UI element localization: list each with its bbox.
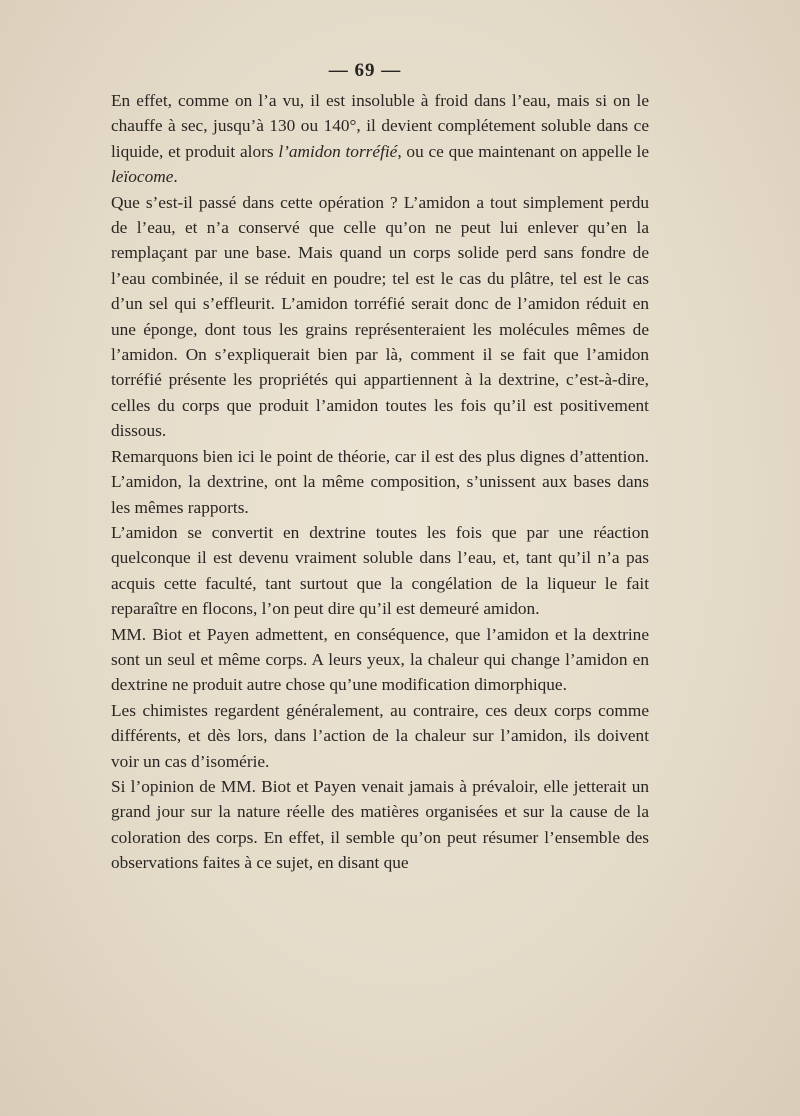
paragraph: [111, 444, 649, 520]
paragraph: [111, 698, 649, 774]
paragraph-text: Si l’opinion de MM. Biot et Payen venait jamais à prévaloir, elle jetterait un grand jour sur la nature réelle des matières organisées et sur la cause de la coloration des corps. En effet, il semble qu’on peut résumer l’ensemble des observations faites à ce sujet, en disant que: [111, 776, 649, 873]
paragraph-text: Les chimistes regardent généralement, au contraire, ces deux corps comme différents, et dès lors, dans l’action de la chaleur sur l’amidon, ils doivent voir un cas d’isomérie.: [111, 700, 649, 771]
paragraph: [111, 774, 649, 876]
paragraph: [111, 622, 649, 698]
paragraph-text: Que s’est-il passé dans cette opération ? L’amidon a tout simplement perdu de l’eau, et n’a conservé que celle qu’on ne peut lui enlever qu’en la remplaçant par une base. Mais quand un corps solide perd sans fondre de l’eau combinée, il se réduit en poudre; tel est le cas du plâtre, tel est le cas d’un sel qui s’effleurit. L’amidon torréfié serait donc de l’amidon réduit en une éponge, dont tous les grains représenteraient les molécules mêmes de l’amidon. On s’expliquerait bien par là, comment il se fait que l’amidon torréfié présente les propriétés qui appartiennent à la dextrine, c’est-à-dire, celles du corps que produit l’amidon toutes les fois qu’il est positivement dissous.: [111, 192, 649, 441]
page-number: — 69 —: [328, 60, 402, 81]
paragraph-text: Remarquons bien ici le point de théorie, car il est des plus dignes d’attention. L’amidon, la dextrine, ont la même composition, s’unissent aux bases dans les mêmes rapports.: [111, 446, 649, 517]
paragraph: [111, 520, 649, 622]
paragraph-text: , ou ce que maintenant on appelle le: [397, 141, 649, 161]
italic-term: leïocome: [111, 167, 174, 187]
italic-term: l’amidon torréfié: [278, 141, 398, 161]
paragraph-text: L’amidon se convertit en dextrine toutes les fois que par une réaction quelconque il est devenu vraiment soluble dans l’eau, et, tant qu’il n’a pas acquis cette faculté, tant surtout que la congélation de la liqueur le fait reparaître en flocons, l’on peut dire qu’il est demeuré amidon.: [111, 522, 649, 619]
paragraph-text: .: [173, 167, 178, 187]
paragraph: [111, 88, 649, 190]
body-text: [111, 88, 649, 876]
paragraph: [111, 190, 649, 444]
paragraph-text: En effet, comme on l’a vu, il est insoluble à froid dans l’eau, mais si on le chauffe à sec, jusqu’à 130 ou 140°, il devient complétement soluble dans ce liquide, et produit alors: [111, 91, 649, 161]
paragraph-text: MM. Biot et Payen admettent, en conséquence, que l’amidon et la dextrine sont un seul et même corps. A leurs yeux, la chaleur qui change l’amidon en dextrine ne produit autre chose qu’une modification dimorphique.: [111, 624, 649, 695]
